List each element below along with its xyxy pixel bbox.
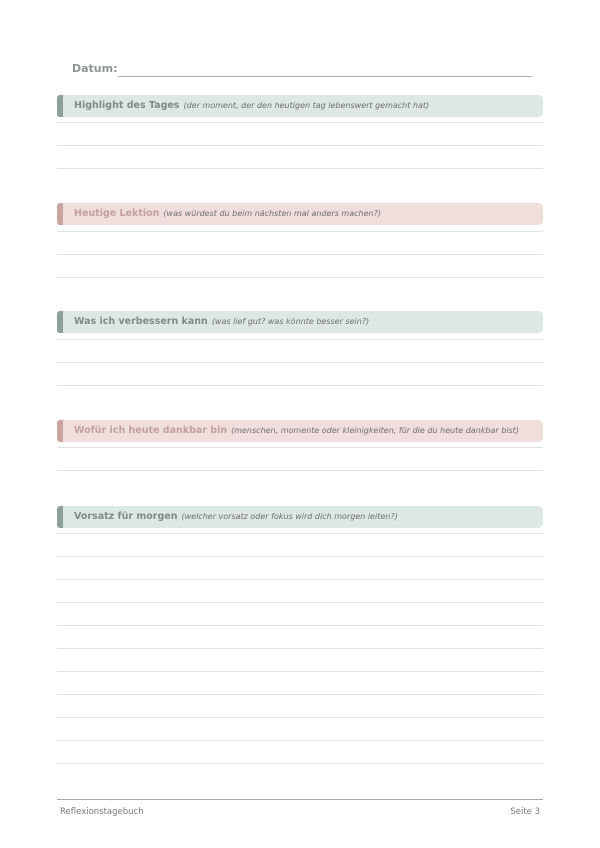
section-banner bbox=[57, 311, 543, 333]
section-title-text: Vorsatz für morgen bbox=[74, 511, 178, 522]
section-accent-bar bbox=[57, 311, 63, 333]
date-row bbox=[72, 62, 532, 80]
writing-line[interactable] bbox=[57, 671, 543, 672]
date-label: Datum: bbox=[72, 62, 118, 75]
writing-line[interactable] bbox=[57, 740, 543, 741]
writing-line[interactable] bbox=[57, 533, 543, 534]
section-hint: (was würdest du beim nächsten mal anders machen?) bbox=[163, 209, 381, 218]
footer-page-number: Seite 3 bbox=[510, 807, 540, 817]
writing-line[interactable] bbox=[57, 602, 543, 603]
writing-line[interactable] bbox=[57, 694, 543, 695]
section-title bbox=[74, 208, 381, 219]
writing-line[interactable] bbox=[57, 579, 543, 580]
section-hint: (welcher vorsatz oder fokus wird dich morgen leiten?) bbox=[181, 512, 398, 521]
writing-line[interactable] bbox=[57, 362, 543, 363]
section-title-text: Wofür ich heute dankbar bin bbox=[74, 425, 228, 436]
writing-line[interactable] bbox=[57, 254, 543, 255]
section-gratitude bbox=[57, 420, 543, 442]
section-accent-bar bbox=[57, 420, 63, 442]
section-title-text: Heutige Lektion bbox=[74, 208, 160, 219]
writing-line[interactable] bbox=[57, 231, 543, 232]
section-title bbox=[74, 425, 519, 436]
section-lesson bbox=[57, 203, 543, 225]
footer-divider bbox=[57, 799, 543, 800]
section-accent-bar bbox=[57, 506, 63, 528]
section-tomorrow bbox=[57, 506, 543, 528]
date-input-line[interactable] bbox=[118, 76, 532, 77]
writing-line[interactable] bbox=[57, 648, 543, 649]
writing-line[interactable] bbox=[57, 339, 543, 340]
writing-line[interactable] bbox=[57, 145, 543, 146]
writing-line[interactable] bbox=[57, 763, 543, 764]
writing-line[interactable] bbox=[57, 556, 543, 557]
section-title bbox=[74, 316, 369, 327]
section-improve bbox=[57, 311, 543, 333]
section-title bbox=[74, 511, 398, 522]
section-highlight bbox=[57, 95, 543, 117]
writing-line[interactable] bbox=[57, 168, 543, 169]
section-hint: (was lief gut? was könnte besser sein?) bbox=[211, 317, 370, 326]
writing-line[interactable] bbox=[57, 717, 543, 718]
writing-line[interactable] bbox=[57, 122, 543, 123]
writing-line[interactable] bbox=[57, 277, 543, 278]
section-banner bbox=[57, 95, 543, 117]
section-hint: (menschen, momente oder kleinigkeiten, für die du heute dankbar bist) bbox=[231, 426, 519, 435]
section-title bbox=[74, 100, 429, 111]
section-title-text: Was ich verbessern kann bbox=[74, 316, 208, 327]
section-banner bbox=[57, 203, 543, 225]
writing-line[interactable] bbox=[57, 385, 543, 386]
section-title-text: Highlight des Tages bbox=[74, 100, 180, 111]
section-banner bbox=[57, 420, 543, 442]
footer-journal-title: Reflexionstagebuch bbox=[60, 807, 144, 817]
section-hint: (der moment, der den heutigen tag lebenswert gemacht hat) bbox=[183, 101, 430, 110]
section-accent-bar bbox=[57, 95, 63, 117]
writing-line[interactable] bbox=[57, 625, 543, 626]
writing-line[interactable] bbox=[57, 470, 543, 471]
writing-line[interactable] bbox=[57, 447, 543, 448]
section-accent-bar bbox=[57, 203, 63, 225]
section-banner bbox=[57, 506, 543, 528]
